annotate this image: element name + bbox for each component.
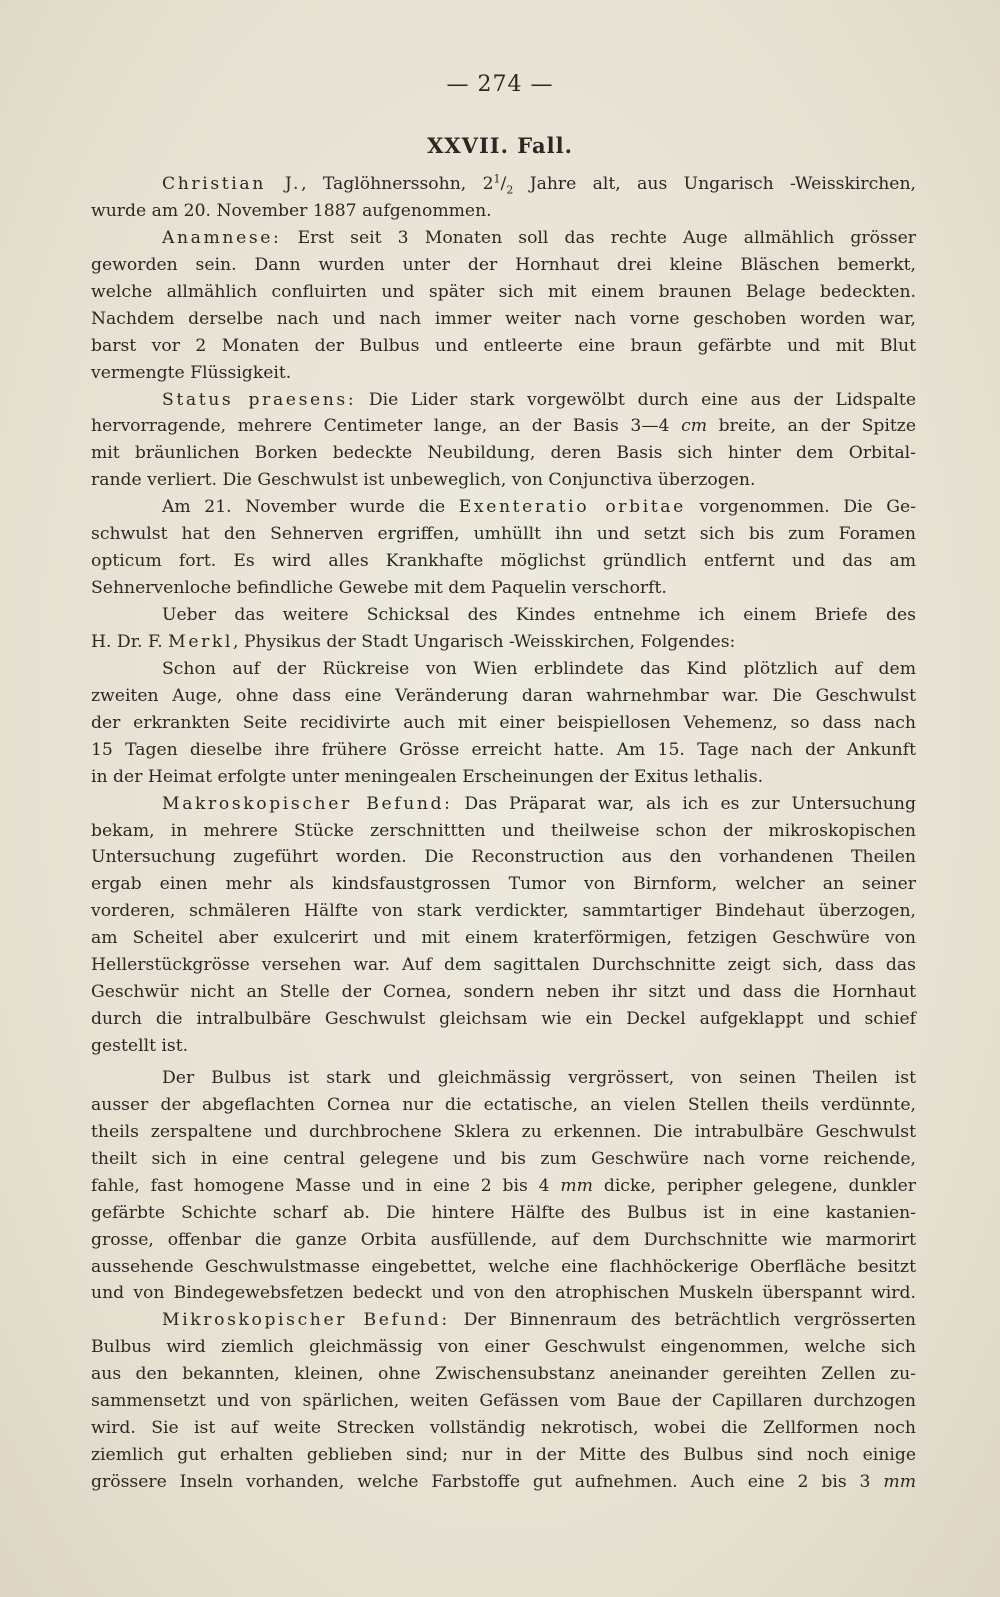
text-line (91, 1307, 916, 1334)
text-line (91, 1361, 916, 1388)
text-segment: vermengte Flüssigkeit. (91, 362, 292, 383)
text-line (91, 440, 916, 467)
text-line (91, 737, 916, 764)
text-segment: Jahre alt, aus Ungarisch -Weisskirchen, (513, 174, 916, 194)
text-segment: Am 21. November wurde die (162, 497, 459, 518)
text-line (91, 683, 916, 710)
text-line (91, 629, 916, 656)
spaced-term: Mikroskopischer Befund: (162, 1310, 450, 1331)
text-segment: durch die intralbulbäre Geschwulst gleichsam wie ein Deckel aufgeklappt und schief (91, 1009, 916, 1030)
text-line (91, 198, 916, 225)
text-segment: sammensetzt und von spärlichen, weiten Gefässen vom Baue der Capillaren durchzogen (91, 1391, 916, 1412)
text-segment: 1 (493, 172, 501, 186)
text-segment: mit bräunlichen Borken bedeckte Neubildung, deren Basis sich hinter dem Orbital- (91, 443, 916, 464)
spaced-term: Christian J. (162, 174, 302, 194)
text-line (91, 279, 916, 306)
text-line (91, 791, 916, 818)
text-segment: aus den bekannten, kleinen, ohne Zwischensubstanz aneinander gereihten Zellen zu- (91, 1364, 916, 1385)
text-line (91, 1334, 916, 1361)
text-segment: am Scheitel aber exulcerirt und mit einem kraterförmigen, fetzigen Geschwüre von (91, 928, 916, 949)
text-segment: bekam, in mehrere Stücke zerschnittten und theilweise schon der mikroskopischen (91, 820, 916, 841)
spaced-term: Makroskopischer Befund: (162, 793, 453, 814)
text-segment: wird. Sie ist auf weite Strecken vollständig nekrotisch, wobei die Zellformen noch (91, 1418, 916, 1439)
text-segment: welche allmählich confluirten und später sich mit einem braunen Belage bedeckten. (91, 281, 916, 302)
text-segment: opticum fort. Es wird alles Krankhafte möglichst gründlich entfernt und das am (91, 551, 916, 572)
text-segment: wurde am 20. November 1887 aufgenommen. (91, 200, 492, 221)
text-segment: grosse, offenbar die ganze Orbita ausfüllende, auf dem Durchschnitte wie marmorirt (91, 1229, 916, 1250)
text-segment: Das Präparat war, als ich es zur Untersuchung (452, 793, 916, 814)
text-segment: rande verliert. Die Geschwulst ist unbeweglich, von Conjunctiva überzogen. (91, 470, 756, 491)
text-line (91, 710, 916, 737)
text-line (91, 333, 916, 360)
text-segment: schwulst hat den Sehnerven ergriffen, umhüllt ihn und setzt sich bis zum Foramen (91, 524, 916, 545)
text-line (91, 1254, 916, 1281)
text-line (91, 1469, 916, 1496)
text-line (91, 898, 916, 925)
text-segment: 15 Tagen dieselbe ihre frühere Grösse erreicht hatte. Am 15. Tage nach der Ankunft (91, 739, 916, 760)
text-segment: vorgenommen. Die Ge- (685, 497, 916, 518)
text-segment: Nachdem derselbe nach und nach immer weiter nach vorne geschoben worden war, (91, 308, 916, 329)
spaced-term: Status praesens: (162, 389, 357, 410)
case-heading: XXVII. Fall. (427, 133, 573, 158)
text-line (91, 979, 916, 1006)
unit-italic: cm (681, 416, 708, 437)
text-line (91, 1033, 916, 1060)
body-text (91, 171, 916, 1496)
text-line (91, 171, 916, 198)
text-line (91, 413, 916, 440)
text-segment: grössere Inseln vorhanden, welche Farbstoffe gut aufnehmen. Auch eine 2 bis 3 (91, 1472, 884, 1492)
text-segment: Ueber das weitere Schicksal des Kindes entnehme ich einem Briefe des (162, 605, 916, 625)
text-line (91, 387, 916, 414)
text-segment: gefärbte Schichte scharf ab. Die hintere Hälfte des Bulbus ist in eine kastanien- (91, 1202, 916, 1223)
text-segment: ergab einen mehr als kindsfaustgrossen Tumor von Birnform, welcher an seiner (91, 874, 916, 895)
text-segment: gestellt ist. (91, 1036, 189, 1056)
text-segment: Hellerstückgrösse versehen war. Auf dem sagittalen Durchschnitte zeigt sich, dass das (91, 955, 916, 976)
text-segment: Untersuchung zugeführt worden. Die Reconstruction aus den vorhandenen Theilen (91, 847, 916, 868)
text-line (91, 494, 916, 521)
text-line (91, 871, 916, 898)
text-line (91, 521, 916, 548)
text-line (91, 1006, 916, 1033)
text-line (91, 656, 916, 683)
text-segment: 2 (506, 183, 514, 197)
text-line (91, 818, 916, 845)
text-segment: hervorragende, mehrere Centimeter lange, an der Basis 3—4 (91, 416, 682, 437)
text-line (91, 360, 916, 387)
text-line (91, 306, 916, 333)
text-line (91, 1065, 916, 1092)
text-segment: vorderen, schmäleren Hälfte von stark verdickter, sammtartiger Bindehaut überzogen, (91, 901, 916, 922)
text-segment: Sehnervenloche befindliche Gewebe mit dem Paquelin verschorft. (91, 578, 667, 599)
text-line (91, 1173, 916, 1200)
text-line (91, 575, 916, 602)
text-line (91, 548, 916, 575)
text-segment: Der Bulbus ist stark und gleichmässig vergrössert, von seinen Theilen ist (162, 1067, 916, 1088)
text-line (91, 252, 916, 279)
text-segment: Bulbus wird ziemlich gleichmässig von einer Geschwulst eingenommen, welche sich (91, 1337, 916, 1358)
text-segment: Die Lider stark vorgewölbt durch eine aus der Lidspalte (356, 389, 916, 410)
text-segment: , Physikus der Stadt Ungarisch -Weisskirchen, Folgendes: (233, 631, 736, 652)
text-segment: breite, an der Spitze (707, 416, 917, 437)
text-segment: Erst seit 3 Monaten soll das rechte Auge allmählich grösser (281, 227, 916, 248)
text-line (91, 925, 916, 952)
text-line (91, 1200, 916, 1227)
text-segment: dicke, peripher gelegene, dunkler (592, 1175, 916, 1196)
text-line (91, 1119, 916, 1146)
text-line (91, 602, 916, 629)
text-segment: zweiten Auge, ohne dass eine Veränderung daran wahrnehmbar war. Die Geschwulst (91, 685, 916, 706)
page-number: — 274 — (446, 72, 554, 97)
text-line (91, 1415, 916, 1442)
spaced-term: Exenteratio orbitae (458, 497, 686, 518)
text-line (91, 1388, 916, 1415)
text-segment: in der Heimat erfolgte unter meningealen Erscheinungen der Exitus lethalis. (91, 766, 764, 787)
text-segment: Geschwür nicht an Stelle der Cornea, sondern neben ihr sitzt und dass die Hornhaut (91, 982, 916, 1003)
text-line (91, 1146, 916, 1173)
text-line (91, 1442, 916, 1469)
text-line (91, 1092, 916, 1119)
text-segment: H. Dr. F. (91, 631, 169, 652)
text-segment: theilt sich in eine central gelegene und bis zum Geschwüre nach vorne reichende, (91, 1148, 916, 1169)
text-segment: , Taglöhnerssohn, 2 (301, 174, 494, 194)
text-line (91, 225, 916, 252)
text-segment: ausser der abgeflachten Cornea nur die ectatische, an vielen Stellen theils verdünnte, (91, 1094, 916, 1115)
text-line (91, 1280, 916, 1307)
text-segment: barst vor 2 Monaten der Bulbus und entleerte eine braun gefärbte und mit Blut (91, 335, 916, 356)
text-segment: theils zerspaltene und durchbrochene Sklera zu erkennen. Die intrabulbäre Geschwulst (91, 1121, 916, 1142)
unit-italic: mm (560, 1175, 593, 1196)
text-line (91, 467, 916, 494)
text-segment: Der Binnenraum des beträchtlich vergrösserten (449, 1310, 916, 1331)
text-line (91, 764, 916, 791)
text-segment: und von Bindegewebsfetzen bedeckt und von den atrophischen Muskeln überspannt wird. (91, 1283, 916, 1304)
text-line (91, 1227, 916, 1254)
spaced-term: Anamnese: (162, 227, 282, 248)
text-segment: geworden sein. Dann wurden unter der Hornhaut drei kleine Bläschen bemerkt, (91, 254, 916, 275)
text-segment: Schon auf der Rückreise von Wien erblindete das Kind plötzlich auf dem (162, 658, 916, 679)
text-segment: ziemlich gut erhalten geblieben sind; nur in der Mitte des Bulbus sind noch einige (91, 1445, 916, 1466)
text-segment: der erkrankten Seite recidivirte auch mit einer beispiellosen Vehemenz, so dass nach (91, 712, 916, 733)
text-line (91, 952, 916, 979)
text-line (91, 844, 916, 871)
text-segment: / (500, 174, 507, 194)
spaced-term: Merkl (168, 631, 234, 652)
unit-italic: mm (883, 1472, 916, 1492)
text-segment: aussehende Geschwulstmasse eingebettet, welche eine flachhöckerige Oberfläche besitzt (91, 1256, 916, 1277)
text-segment: fahle, fast homogene Masse und in eine 2 bis 4 (91, 1175, 561, 1196)
